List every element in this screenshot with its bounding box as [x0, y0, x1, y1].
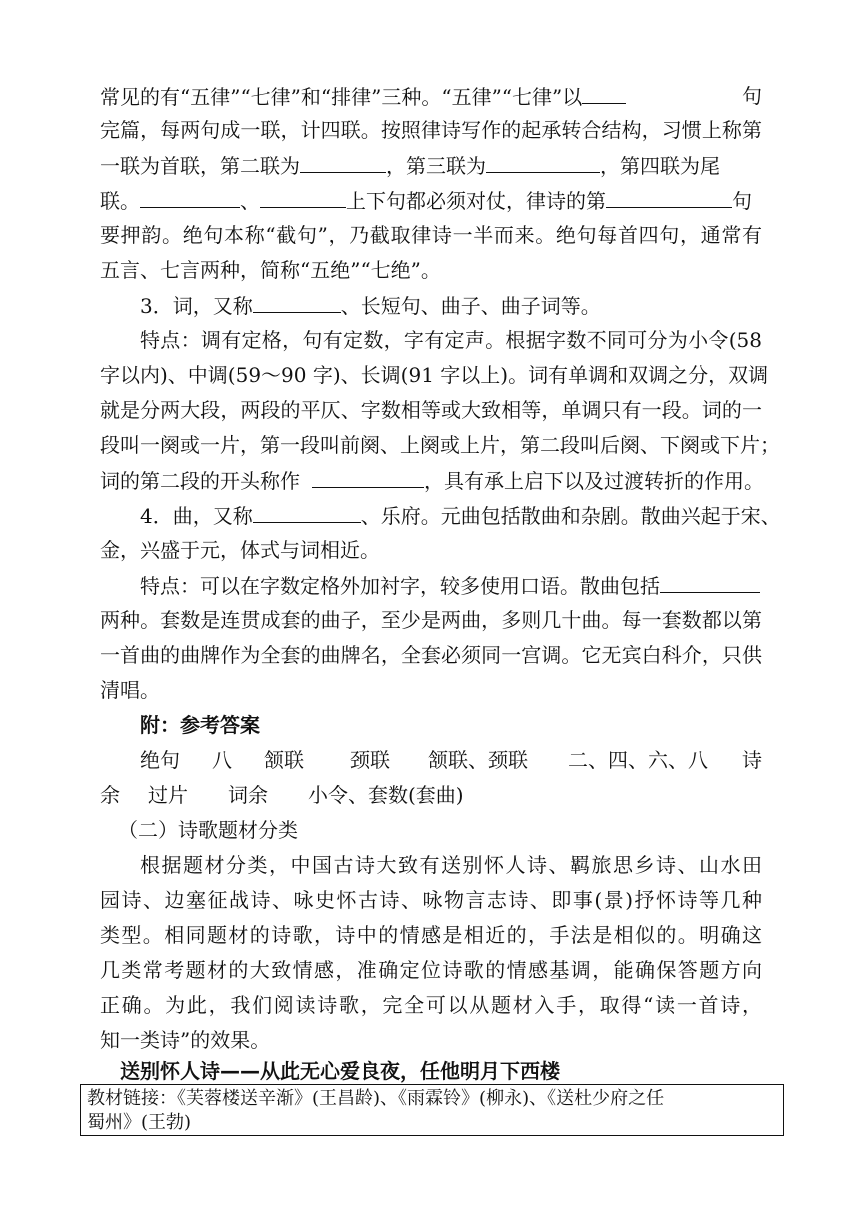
text-line: 园诗、边塞征战诗、咏史怀古诗、咏物言志诗、即事(景)抒怀诗等几种 [100, 888, 762, 912]
text-line: 清唱。 [100, 678, 160, 702]
text-segment: 、乐府。元曲包括散曲和杂剧。散曲兴起于宋、 [360, 504, 781, 528]
text-line [100, 465, 762, 496]
text-line: 就是分两大段，两段的平仄、字数相等或大致相等，单调只有一段。词的一 [100, 398, 762, 422]
answer-item: 过片 [148, 783, 188, 807]
text-segment: ，第三联为 [386, 154, 486, 178]
text-line: 金，兴盛于元，体式与词相近。 [100, 538, 380, 562]
text-line: 两种。套数是连贯成套的曲子，至少是两曲，多则几十曲。每一套数都以第 [100, 608, 762, 632]
answer-item: 颔联、颈联 [428, 748, 528, 772]
text-line [140, 570, 762, 601]
text-line [100, 81, 762, 112]
fill-blank [660, 570, 760, 593]
box-line: 教材链接：《芙蓉楼送辛渐》(王昌龄)、《雨霖铃》(柳永)、《送杜少府之任 [87, 1088, 665, 1109]
fill-blank [312, 465, 424, 488]
answer-item: 小令、套数(套曲) [308, 783, 464, 807]
text-segment: ，具有承上启下以及过渡转折的作用。 [424, 469, 764, 493]
topic-heading: 送别怀人诗——从此无心爱良夜，任他明月下西楼 [120, 1059, 560, 1083]
fill-blank [260, 185, 346, 208]
text-segment: 常见的有“五律”“七律”和“排律”三种。“五律”“七律”以 [100, 85, 583, 109]
fill-blank [582, 81, 626, 104]
text-line [140, 290, 762, 321]
text-segment: 特点：可以在字数定格外加衬字，较多使用口语。散曲包括 [140, 574, 660, 598]
text-line: 正确。为此，我们阅读诗歌，完全可以从题材入手，取得“读一首诗， [100, 993, 762, 1017]
answer-item: 八 [212, 748, 232, 772]
text-line: 字以内)、中调(59～90 字)、长调(91 字以上)。词有单调和双调之分，双调 [100, 363, 769, 387]
answer-item: 颔联 [264, 748, 304, 772]
text-line [100, 185, 762, 216]
text-segment: 一联为首联，第二联为 [100, 154, 300, 178]
text-line: 完篇，每两句成一联，计四联。按照律诗写作的起承转合结构，习惯上称第 [100, 118, 762, 142]
textbook-link-box [80, 1084, 784, 1136]
answer-item: 诗 [742, 748, 762, 772]
answers-heading: 附：参考答案 [140, 713, 260, 737]
section-heading: （二）诗歌题材分类 [118, 818, 298, 842]
text-segment: 4．曲，又称 [140, 504, 253, 528]
text-segment: 、 [240, 189, 260, 213]
answer-item: 二、四、六、八 [568, 748, 708, 772]
answer-item: 绝句 [140, 748, 180, 772]
text-line: 知一类诗”的效果。 [100, 1028, 271, 1052]
text-line: 几类常考题材的大致情感，准确定位诗歌的情感基调，能确保答题方向 [100, 958, 762, 982]
text-segment: 、长短句、曲子、曲子词等。 [340, 294, 601, 318]
fill-blank [253, 500, 361, 523]
fill-blank [140, 185, 240, 208]
text-line [140, 500, 781, 531]
fill-blank [253, 290, 341, 313]
text-line: 五言、七言两种，简称“五绝”“七绝”。 [100, 258, 441, 282]
box-line: 蜀州》(王勃) [87, 1112, 192, 1133]
text-line: 根据题材分类，中国古诗大致有送别怀人诗、羁旅思乡诗、山水田 [140, 853, 762, 877]
text-segment: 句 [742, 84, 762, 108]
text-line: 类型。相同题材的诗歌，诗中的情感是相近的，手法是相似的。明确这 [100, 923, 762, 947]
fill-blank [606, 185, 732, 208]
text-line: 一首曲的曲牌作为全套的曲牌名，全套必须同一宫调。它无宾白科介，只供 [100, 643, 762, 667]
text-segment: 词的第二段的开头称作 [100, 469, 300, 493]
text-line [100, 150, 762, 181]
text-line: 要押韵。绝句本称“截句”，乃截取律诗一半而来。绝句每首四句，通常有 [100, 223, 762, 247]
text-segment: 句 [732, 189, 752, 213]
text-segment: ，第四联为尾 [600, 154, 720, 178]
answer-item: 颈联 [350, 748, 390, 772]
text-segment: 联。 [100, 189, 140, 213]
text-segment: 上下句都必须对仗，律诗的第 [346, 189, 606, 213]
answer-item: 词余 [228, 783, 268, 807]
fill-blank [300, 150, 386, 173]
answer-item: 余 [100, 783, 120, 807]
text-segment: 3．词，又称 [140, 294, 253, 318]
text-line: 特点：调有定格，句有定数，字有定声。根据字数不同可分为小令(58 [140, 328, 762, 352]
text-line: 段叫一阕或一片，第一段叫前阕、上阕或上片，第二段叫后阕、下阕或下片； [100, 433, 780, 457]
fill-blank [486, 150, 600, 173]
